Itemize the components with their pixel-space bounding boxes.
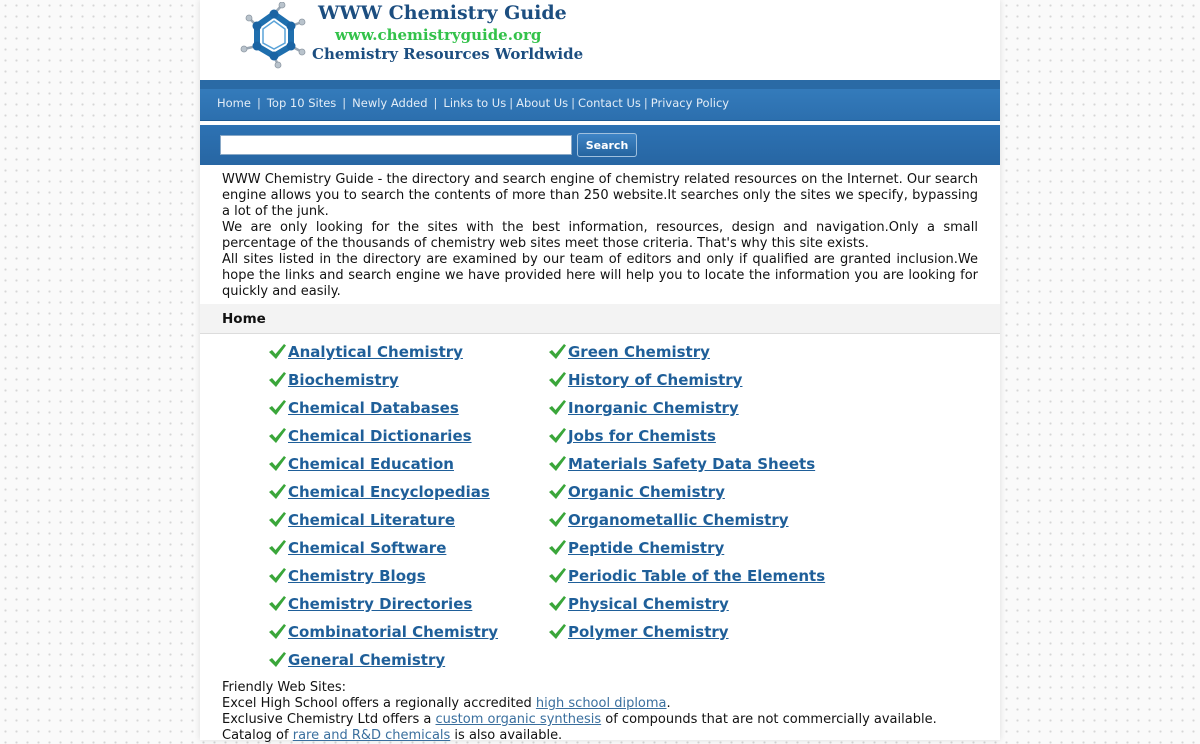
friendly-line [222,728,982,744]
top-navigation [200,80,1000,121]
category-item [548,422,825,450]
category-link[interactable]: Periodic Table of the Elements [568,567,826,585]
nav-newly-added[interactable]: Newly Added [352,96,428,110]
category-item [548,450,825,478]
checkmark-icon [268,623,287,641]
checkmark-icon [268,651,287,669]
category-link[interactable]: Peptide Chemistry [568,539,725,557]
nav-separator: | [509,96,514,110]
friendly-text: Catalog of [222,728,293,743]
intro-paragraph: All sites listed in the directory are examined by our team of editors and only if qualified are granted inclusion.We hope the links and search engine we have provided here will help you to locate the information you are looking for quickly and easily. [222,252,978,299]
checkmark-icon [548,595,567,613]
category-item [268,338,498,366]
category-link[interactable]: Chemical Education [288,455,454,473]
checkmark-icon [268,399,287,417]
category-link[interactable]: Chemical Encyclopedias [288,483,490,501]
category-link[interactable]: Green Chemistry [568,343,710,361]
category-link[interactable]: Materials Safety Data Sheets [568,455,816,473]
category-link[interactable]: Physical Chemistry [568,595,729,613]
category-item [548,590,825,618]
category-link[interactable]: Chemical Literature [288,511,455,529]
site-tagline: Chemistry Resources Worldwide [312,45,584,63]
nav-top-10-sites[interactable]: Top 10 Sites [266,96,337,110]
checkmark-icon [548,483,567,501]
category-item [548,506,825,534]
category-link[interactable]: Chemical Dictionaries [288,427,472,445]
benzene-molecule-icon [234,2,314,70]
category-item [548,534,825,562]
checkmark-icon [548,455,567,473]
checkmark-icon [268,343,287,361]
friendly-text: . [666,696,671,711]
nav-separator: | [571,96,576,110]
category-link[interactable]: History of Chemistry [568,371,743,389]
category-item [548,366,825,394]
rare-chemicals-link[interactable]: rare and R&D chemicals [292,728,451,743]
category-item [268,534,498,562]
friendly-text: Excel High School offers a regionally accredited [222,696,536,711]
nav-links-to-us[interactable]: Links to Us [443,96,507,110]
category-link[interactable]: Polymer Chemistry [568,623,729,641]
category-item [548,562,825,590]
category-item [268,618,498,646]
friendly-heading: Friendly Web Sites: [222,680,347,695]
category-link[interactable]: Jobs for Chemists [568,427,716,445]
nav-separator: | [433,96,438,110]
nav-privacy-policy[interactable]: Privacy Policy [650,96,730,110]
category-link[interactable]: Combinatorial Chemistry [288,623,499,641]
checkmark-icon [268,427,287,445]
friendly-text: is also available. [450,728,563,743]
checkmark-icon [268,567,287,585]
category-column-right [548,338,825,646]
nav-home[interactable]: Home [217,96,251,110]
section-title: Home [222,311,266,327]
category-item [548,478,825,506]
intro-text [222,172,978,300]
checkmark-icon [548,539,567,557]
search-bar [200,125,1000,165]
category-item [268,562,498,590]
search-button[interactable]: Search [577,133,637,157]
friendly-text: of compounds that are not commercially available. [601,712,937,727]
checkmark-icon [268,595,287,613]
category-item [268,590,498,618]
checkmark-icon [548,511,567,529]
intro-paragraph: WWW Chemistry Guide - the directory and search engine of chemistry related resources on the Internet. Our search engine allows you to search the contents of more than 250 website.It searches only the sites we specify, bypassing a lot of the junk. [222,172,979,219]
category-item [268,366,498,394]
category-link[interactable]: Biochemistry [288,371,399,389]
category-link[interactable]: Chemical Software [288,539,447,557]
high-school-diploma-link[interactable]: high school diploma [535,696,667,711]
checkmark-icon [548,343,567,361]
page [200,0,1000,743]
category-column-left [268,338,498,674]
checkmark-icon [268,511,287,529]
category-link[interactable]: Chemical Databases [288,399,459,417]
category-item [268,422,498,450]
checkmark-icon [548,427,567,445]
category-link[interactable]: Chemistry Blogs [288,567,426,585]
checkmark-icon [548,567,567,585]
checkmark-icon [268,455,287,473]
category-link[interactable]: Organometallic Chemistry [568,511,789,529]
category-link[interactable]: Organic Chemistry [568,483,725,501]
category-item [548,618,825,646]
category-item [268,394,498,422]
checkmark-icon [548,399,567,417]
category-item [268,450,498,478]
category-link[interactable]: Inorganic Chemistry [568,399,739,417]
nav-separator: | [643,96,648,110]
nav-about-us[interactable]: About Us [516,96,569,110]
custom-organic-synthesis-link[interactable]: custom organic synthesis [435,712,602,727]
checkmark-icon [548,371,567,389]
friendly-line [222,696,982,712]
category-link[interactable]: General Chemistry [288,651,446,669]
checkmark-icon [268,371,287,389]
search-input[interactable] [220,135,572,155]
category-item [268,506,498,534]
category-item [548,338,825,366]
friendly-line [222,712,982,728]
section-heading [200,304,1000,334]
nav-separator: | [342,96,347,110]
intro-paragraph: We are only looking for the sites with the best information, resources, design and navigation.Only a small percentage of the thousands of chemistry web sites meet those criteria. That's why this site exists. [222,220,978,251]
site-header [200,0,1000,80]
category-item [548,394,825,422]
site-title: WWW Chemistry Guide [318,2,567,24]
friendly-text: Exclusive Chemistry Ltd offers a [222,712,436,727]
friendly-sites [222,680,982,744]
checkmark-icon [548,623,567,641]
nav-contact-us[interactable]: Contact Us [578,96,641,110]
checkmark-icon [268,539,287,557]
category-link[interactable]: Analytical Chemistry [288,343,463,361]
nav-separator: | [256,96,261,110]
category-item [268,478,498,506]
site-url: www.chemistryguide.org [335,26,542,44]
category-link[interactable]: Chemistry Directories [288,595,473,613]
category-item [268,646,498,674]
checkmark-icon [268,483,287,501]
